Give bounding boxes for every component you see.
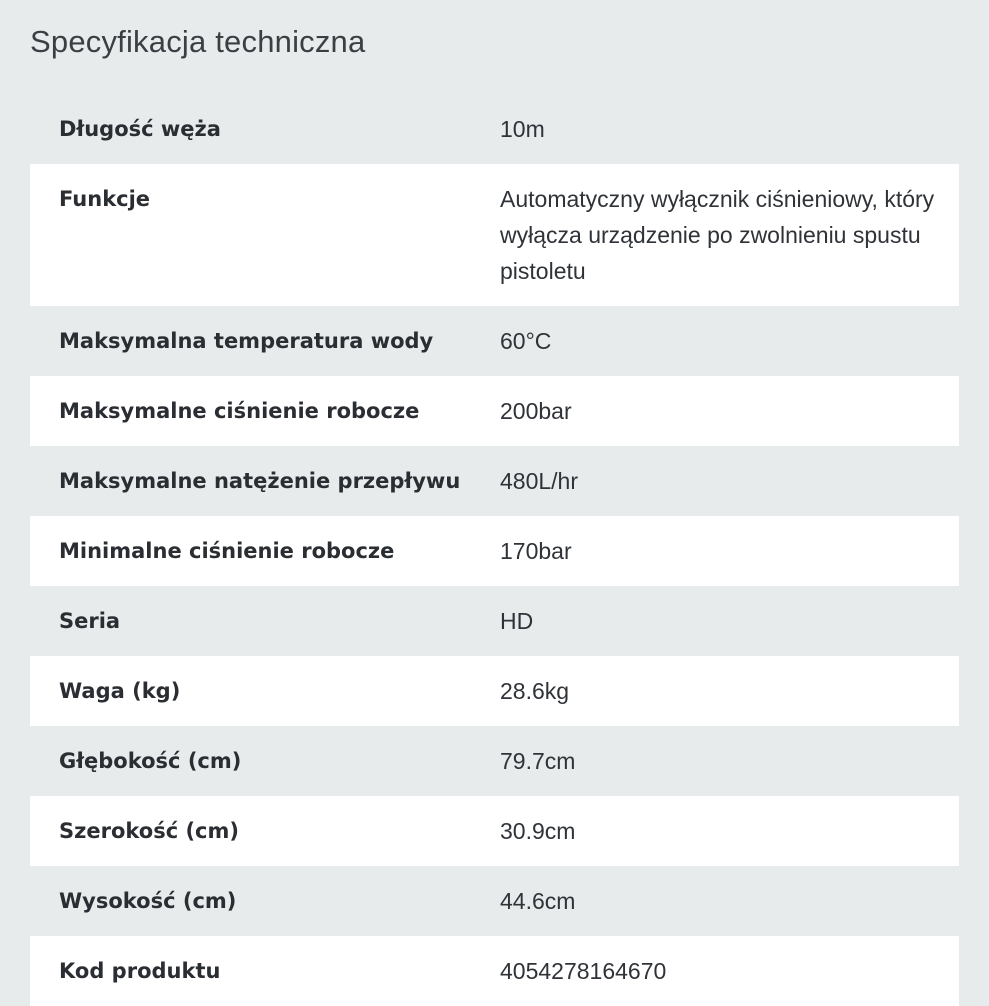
spec-label: Wysokość (cm)	[30, 866, 500, 936]
spec-value: Automatyczny wyłącznik ciśnieniowy, który wyłącza urządzenie po zwolnieniu spustu pistoletu	[500, 164, 959, 306]
spec-table	[30, 94, 959, 1006]
page-title: Specyfikacja techniczna	[30, 24, 366, 59]
spec-row-functions	[30, 164, 959, 306]
spec-label: Szerokość (cm)	[30, 796, 500, 866]
spec-label: Seria	[30, 586, 500, 656]
spec-row-series	[30, 586, 959, 656]
spec-value: 480L/hr	[500, 446, 959, 516]
spec-label: Maksymalne natężenie przepływu	[30, 446, 500, 516]
spec-label: Maksymalne ciśnienie robocze	[30, 376, 500, 446]
spec-row-max-working-pressure	[30, 376, 959, 446]
spec-value: 4054278164670	[500, 936, 959, 1006]
spec-row-depth	[30, 726, 959, 796]
spec-value: 10m	[500, 94, 959, 164]
spec-row-product-code	[30, 936, 959, 1006]
spec-label: Długość węża	[30, 94, 500, 164]
spec-value: 200bar	[500, 376, 959, 446]
spec-value: 28.6kg	[500, 656, 959, 726]
spec-value: 30.9cm	[500, 796, 959, 866]
spec-value: 170bar	[500, 516, 959, 586]
spec-value: 60°C	[500, 306, 959, 376]
spec-value: 44.6cm	[500, 866, 959, 936]
spec-row-hose-length	[30, 94, 959, 164]
spec-row-min-working-pressure	[30, 516, 959, 586]
spec-value: HD	[500, 586, 959, 656]
spec-row-max-flow-rate	[30, 446, 959, 516]
spec-label: Funkcje	[30, 164, 500, 306]
spec-row-max-water-temperature	[30, 306, 959, 376]
spec-row-width	[30, 796, 959, 866]
spec-label: Kod produktu	[30, 936, 500, 1006]
spec-row-weight	[30, 656, 959, 726]
spec-label: Głębokość (cm)	[30, 726, 500, 796]
spec-label: Minimalne ciśnienie robocze	[30, 516, 500, 586]
spec-label: Maksymalna temperatura wody	[30, 306, 500, 376]
spec-label: Waga (kg)	[30, 656, 500, 726]
spec-row-height	[30, 866, 959, 936]
spec-value: 79.7cm	[500, 726, 959, 796]
